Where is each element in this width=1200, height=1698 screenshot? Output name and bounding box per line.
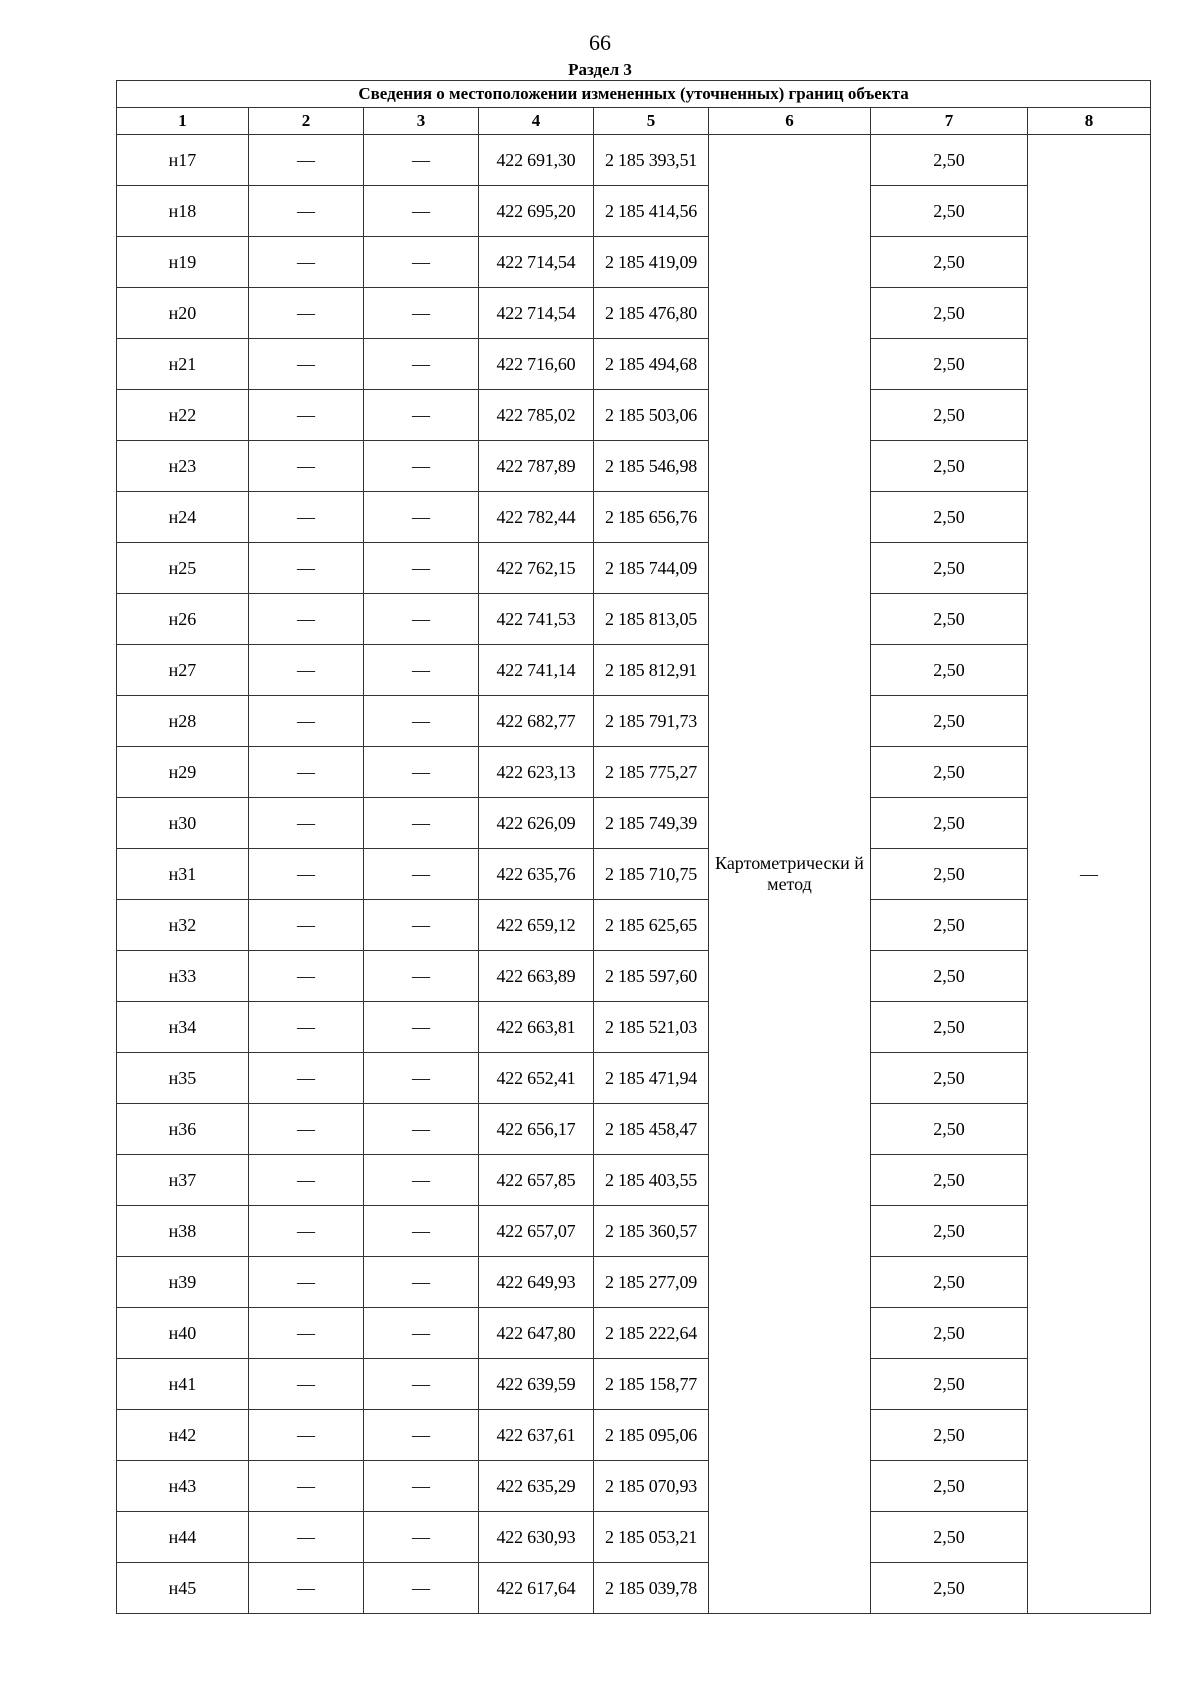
coordinate-x-cell: 422 635,76	[479, 849, 594, 900]
coordinate-x-cell: 422 714,54	[479, 237, 594, 288]
column-3-cell: —	[364, 492, 479, 543]
coordinate-x-cell: 422 657,07	[479, 1206, 594, 1257]
coordinate-x-cell: 422 785,02	[479, 390, 594, 441]
point-id-cell: н41	[117, 1359, 249, 1410]
point-id-cell: н23	[117, 441, 249, 492]
coordinate-y-cell: 2 185 039,78	[594, 1563, 709, 1614]
coordinate-x-cell: 422 663,81	[479, 1002, 594, 1053]
column-2-cell: —	[249, 135, 364, 186]
point-id-cell: н28	[117, 696, 249, 747]
point-id-cell: н36	[117, 1104, 249, 1155]
table-row	[117, 1053, 1151, 1104]
accuracy-cell: 2,50	[871, 135, 1028, 186]
accuracy-cell: 2,50	[871, 543, 1028, 594]
coordinate-y-cell: 2 185 095,06	[594, 1410, 709, 1461]
coordinate-x-cell: 422 714,54	[479, 288, 594, 339]
column-header: 2	[249, 108, 364, 135]
column-3-cell: —	[364, 237, 479, 288]
column-3-cell: —	[364, 645, 479, 696]
accuracy-cell: 2,50	[871, 1155, 1028, 1206]
column-2-cell: —	[249, 237, 364, 288]
coordinate-x-cell: 422 649,93	[479, 1257, 594, 1308]
table-row	[117, 441, 1151, 492]
boundary-coordinates-table	[116, 80, 1151, 1614]
column-2-cell: —	[249, 1206, 364, 1257]
accuracy-cell: 2,50	[871, 900, 1028, 951]
column-3-cell: —	[364, 1410, 479, 1461]
column-3-cell: —	[364, 1461, 479, 1512]
accuracy-cell: 2,50	[871, 492, 1028, 543]
point-id-cell: н42	[117, 1410, 249, 1461]
point-id-cell: н22	[117, 390, 249, 441]
table-row	[117, 1104, 1151, 1155]
point-id-cell: н26	[117, 594, 249, 645]
column-3-cell: —	[364, 390, 479, 441]
column-8-cell: —	[1028, 135, 1151, 1614]
coordinate-x-cell: 422 741,14	[479, 645, 594, 696]
point-id-cell: н38	[117, 1206, 249, 1257]
column-3-cell: —	[364, 594, 479, 645]
accuracy-cell: 2,50	[871, 594, 1028, 645]
column-2-cell: —	[249, 1512, 364, 1563]
table-caption: Сведения о местоположении измененных (уточненных) границ объекта	[117, 81, 1151, 108]
point-id-cell: н24	[117, 492, 249, 543]
table-row	[117, 900, 1151, 951]
column-2-cell: —	[249, 645, 364, 696]
coordinate-y-cell: 2 185 053,21	[594, 1512, 709, 1563]
column-2-cell: —	[249, 1257, 364, 1308]
accuracy-cell: 2,50	[871, 1563, 1028, 1614]
coordinate-y-cell: 2 185 070,93	[594, 1461, 709, 1512]
coordinate-y-cell: 2 185 476,80	[594, 288, 709, 339]
column-3-cell: —	[364, 747, 479, 798]
point-id-cell: н35	[117, 1053, 249, 1104]
column-3-cell: —	[364, 186, 479, 237]
accuracy-cell: 2,50	[871, 390, 1028, 441]
table-row	[117, 288, 1151, 339]
coordinate-x-cell: 422 626,09	[479, 798, 594, 849]
table-row	[117, 1359, 1151, 1410]
coordinate-x-cell: 422 617,64	[479, 1563, 594, 1614]
point-id-cell: н33	[117, 951, 249, 1002]
accuracy-cell: 2,50	[871, 1308, 1028, 1359]
column-3-cell: —	[364, 441, 479, 492]
coordinate-y-cell: 2 185 503,06	[594, 390, 709, 441]
table-body	[117, 135, 1151, 1614]
column-3-cell: —	[364, 1104, 479, 1155]
accuracy-cell: 2,50	[871, 747, 1028, 798]
column-3-cell: —	[364, 339, 479, 390]
accuracy-cell: 2,50	[871, 1104, 1028, 1155]
column-2-cell: —	[249, 390, 364, 441]
coordinate-x-cell: 422 635,29	[479, 1461, 594, 1512]
coordinate-y-cell: 2 185 494,68	[594, 339, 709, 390]
coordinate-y-cell: 2 185 812,91	[594, 645, 709, 696]
column-3-cell: —	[364, 1257, 479, 1308]
accuracy-cell: 2,50	[871, 1053, 1028, 1104]
column-header: 3	[364, 108, 479, 135]
table-row	[117, 339, 1151, 390]
accuracy-cell: 2,50	[871, 798, 1028, 849]
column-2-cell: —	[249, 1563, 364, 1614]
column-2-cell: —	[249, 696, 364, 747]
table-row	[117, 237, 1151, 288]
point-id-cell: н37	[117, 1155, 249, 1206]
column-3-cell: —	[364, 1002, 479, 1053]
point-id-cell: н25	[117, 543, 249, 594]
point-id-cell: н45	[117, 1563, 249, 1614]
coordinate-x-cell: 422 682,77	[479, 696, 594, 747]
column-2-cell: —	[249, 1308, 364, 1359]
column-2-cell: —	[249, 1410, 364, 1461]
point-id-cell: н18	[117, 186, 249, 237]
point-id-cell: н21	[117, 339, 249, 390]
coordinate-x-cell: 422 639,59	[479, 1359, 594, 1410]
coordinate-y-cell: 2 185 414,56	[594, 186, 709, 237]
column-3-cell: —	[364, 1308, 479, 1359]
coordinate-y-cell: 2 185 749,39	[594, 798, 709, 849]
column-2-cell: —	[249, 1359, 364, 1410]
column-number-row	[117, 108, 1151, 135]
accuracy-cell: 2,50	[871, 1002, 1028, 1053]
coordinate-y-cell: 2 185 277,09	[594, 1257, 709, 1308]
table-row	[117, 186, 1151, 237]
coordinate-y-cell: 2 185 710,75	[594, 849, 709, 900]
column-2-cell: —	[249, 186, 364, 237]
table-row	[117, 951, 1151, 1002]
point-id-cell: н34	[117, 1002, 249, 1053]
point-id-cell: н39	[117, 1257, 249, 1308]
coordinate-x-cell: 422 782,44	[479, 492, 594, 543]
column-header: 4	[479, 108, 594, 135]
coordinate-y-cell: 2 185 419,09	[594, 237, 709, 288]
column-2-cell: —	[249, 1461, 364, 1512]
page-number: 66	[589, 30, 611, 55]
column-3-cell: —	[364, 1512, 479, 1563]
point-id-cell: н19	[117, 237, 249, 288]
accuracy-cell: 2,50	[871, 1206, 1028, 1257]
method-cell: Картометрически й метод	[709, 135, 871, 1614]
accuracy-cell: 2,50	[871, 186, 1028, 237]
table-row	[117, 1461, 1151, 1512]
coordinate-y-cell: 2 185 521,03	[594, 1002, 709, 1053]
accuracy-cell: 2,50	[871, 645, 1028, 696]
point-id-cell: н30	[117, 798, 249, 849]
column-2-cell: —	[249, 1155, 364, 1206]
accuracy-cell: 2,50	[871, 1257, 1028, 1308]
coordinate-y-cell: 2 185 158,77	[594, 1359, 709, 1410]
column-2-cell: —	[249, 1104, 364, 1155]
table-row	[117, 798, 1151, 849]
table-row	[117, 492, 1151, 543]
accuracy-cell: 2,50	[871, 288, 1028, 339]
point-id-cell: н40	[117, 1308, 249, 1359]
coordinate-x-cell: 422 630,93	[479, 1512, 594, 1563]
coordinate-x-cell: 422 762,15	[479, 543, 594, 594]
coordinate-x-cell: 422 657,85	[479, 1155, 594, 1206]
column-2-cell: —	[249, 441, 364, 492]
accuracy-cell: 2,50	[871, 339, 1028, 390]
coordinate-x-cell: 422 663,89	[479, 951, 594, 1002]
column-3-cell: —	[364, 543, 479, 594]
column-2-cell: —	[249, 747, 364, 798]
column-header: 7	[871, 108, 1028, 135]
coordinate-x-cell: 422 623,13	[479, 747, 594, 798]
column-3-cell: —	[364, 135, 479, 186]
table-row	[117, 747, 1151, 798]
column-3-cell: —	[364, 849, 479, 900]
table-row	[117, 543, 1151, 594]
column-3-cell: —	[364, 1563, 479, 1614]
point-id-cell: н31	[117, 849, 249, 900]
point-id-cell: н44	[117, 1512, 249, 1563]
coordinate-x-cell: 422 691,30	[479, 135, 594, 186]
coordinate-x-cell: 422 659,12	[479, 900, 594, 951]
coordinate-y-cell: 2 185 471,94	[594, 1053, 709, 1104]
coordinate-x-cell: 422 652,41	[479, 1053, 594, 1104]
column-3-cell: —	[364, 1206, 479, 1257]
table-row	[117, 390, 1151, 441]
column-2-cell: —	[249, 339, 364, 390]
column-2-cell: —	[249, 288, 364, 339]
accuracy-cell: 2,50	[871, 1359, 1028, 1410]
table-row	[117, 1155, 1151, 1206]
column-2-cell: —	[249, 798, 364, 849]
column-2-cell: —	[249, 900, 364, 951]
column-3-cell: —	[364, 1155, 479, 1206]
coordinate-x-cell: 422 787,89	[479, 441, 594, 492]
point-id-cell: н20	[117, 288, 249, 339]
coordinate-y-cell: 2 185 744,09	[594, 543, 709, 594]
column-2-cell: —	[249, 1002, 364, 1053]
column-3-cell: —	[364, 798, 479, 849]
accuracy-cell: 2,50	[871, 951, 1028, 1002]
coordinate-y-cell: 2 185 813,05	[594, 594, 709, 645]
table-row	[117, 1257, 1151, 1308]
table-row	[117, 849, 1151, 900]
coordinate-y-cell: 2 185 775,27	[594, 747, 709, 798]
accuracy-cell: 2,50	[871, 1512, 1028, 1563]
column-header: 6	[709, 108, 871, 135]
column-2-cell: —	[249, 594, 364, 645]
column-2-cell: —	[249, 951, 364, 1002]
column-3-cell: —	[364, 1053, 479, 1104]
column-2-cell: —	[249, 849, 364, 900]
table-row	[117, 594, 1151, 645]
column-3-cell: —	[364, 1359, 479, 1410]
table-row	[117, 1308, 1151, 1359]
coordinate-y-cell: 2 185 546,98	[594, 441, 709, 492]
coordinate-y-cell: 2 185 656,76	[594, 492, 709, 543]
coordinate-x-cell: 422 656,17	[479, 1104, 594, 1155]
coordinate-x-cell: 422 647,80	[479, 1308, 594, 1359]
table-row	[117, 1002, 1151, 1053]
coordinate-y-cell: 2 185 458,47	[594, 1104, 709, 1155]
section-title: Раздел 3	[568, 60, 632, 79]
coordinate-x-cell: 422 716,60	[479, 339, 594, 390]
coordinate-y-cell: 2 185 791,73	[594, 696, 709, 747]
coordinate-y-cell: 2 185 625,65	[594, 900, 709, 951]
coordinate-y-cell: 2 185 597,60	[594, 951, 709, 1002]
coordinate-y-cell: 2 185 360,57	[594, 1206, 709, 1257]
column-3-cell: —	[364, 288, 479, 339]
column-header: 1	[117, 108, 249, 135]
column-2-cell: —	[249, 543, 364, 594]
coordinate-y-cell: 2 185 222,64	[594, 1308, 709, 1359]
column-3-cell: —	[364, 951, 479, 1002]
table-row	[117, 1563, 1151, 1614]
column-2-cell: —	[249, 492, 364, 543]
column-2-cell: —	[249, 1053, 364, 1104]
accuracy-cell: 2,50	[871, 1410, 1028, 1461]
point-id-cell: н32	[117, 900, 249, 951]
point-id-cell: н27	[117, 645, 249, 696]
coordinate-x-cell: 422 741,53	[479, 594, 594, 645]
accuracy-cell: 2,50	[871, 237, 1028, 288]
table-row	[117, 645, 1151, 696]
coordinate-x-cell: 422 637,61	[479, 1410, 594, 1461]
coordinate-y-cell: 2 185 403,55	[594, 1155, 709, 1206]
table-row	[117, 135, 1151, 186]
point-id-cell: н17	[117, 135, 249, 186]
point-id-cell: н29	[117, 747, 249, 798]
coordinate-x-cell: 422 695,20	[479, 186, 594, 237]
table-row	[117, 1410, 1151, 1461]
accuracy-cell: 2,50	[871, 441, 1028, 492]
table-row	[117, 1206, 1151, 1257]
accuracy-cell: 2,50	[871, 696, 1028, 747]
point-id-cell: н43	[117, 1461, 249, 1512]
coordinate-y-cell: 2 185 393,51	[594, 135, 709, 186]
table-row	[117, 1512, 1151, 1563]
column-3-cell: —	[364, 900, 479, 951]
column-header: 8	[1028, 108, 1151, 135]
table-row	[117, 696, 1151, 747]
column-header: 5	[594, 108, 709, 135]
column-3-cell: —	[364, 696, 479, 747]
accuracy-cell: 2,50	[871, 1461, 1028, 1512]
accuracy-cell: 2,50	[871, 849, 1028, 900]
